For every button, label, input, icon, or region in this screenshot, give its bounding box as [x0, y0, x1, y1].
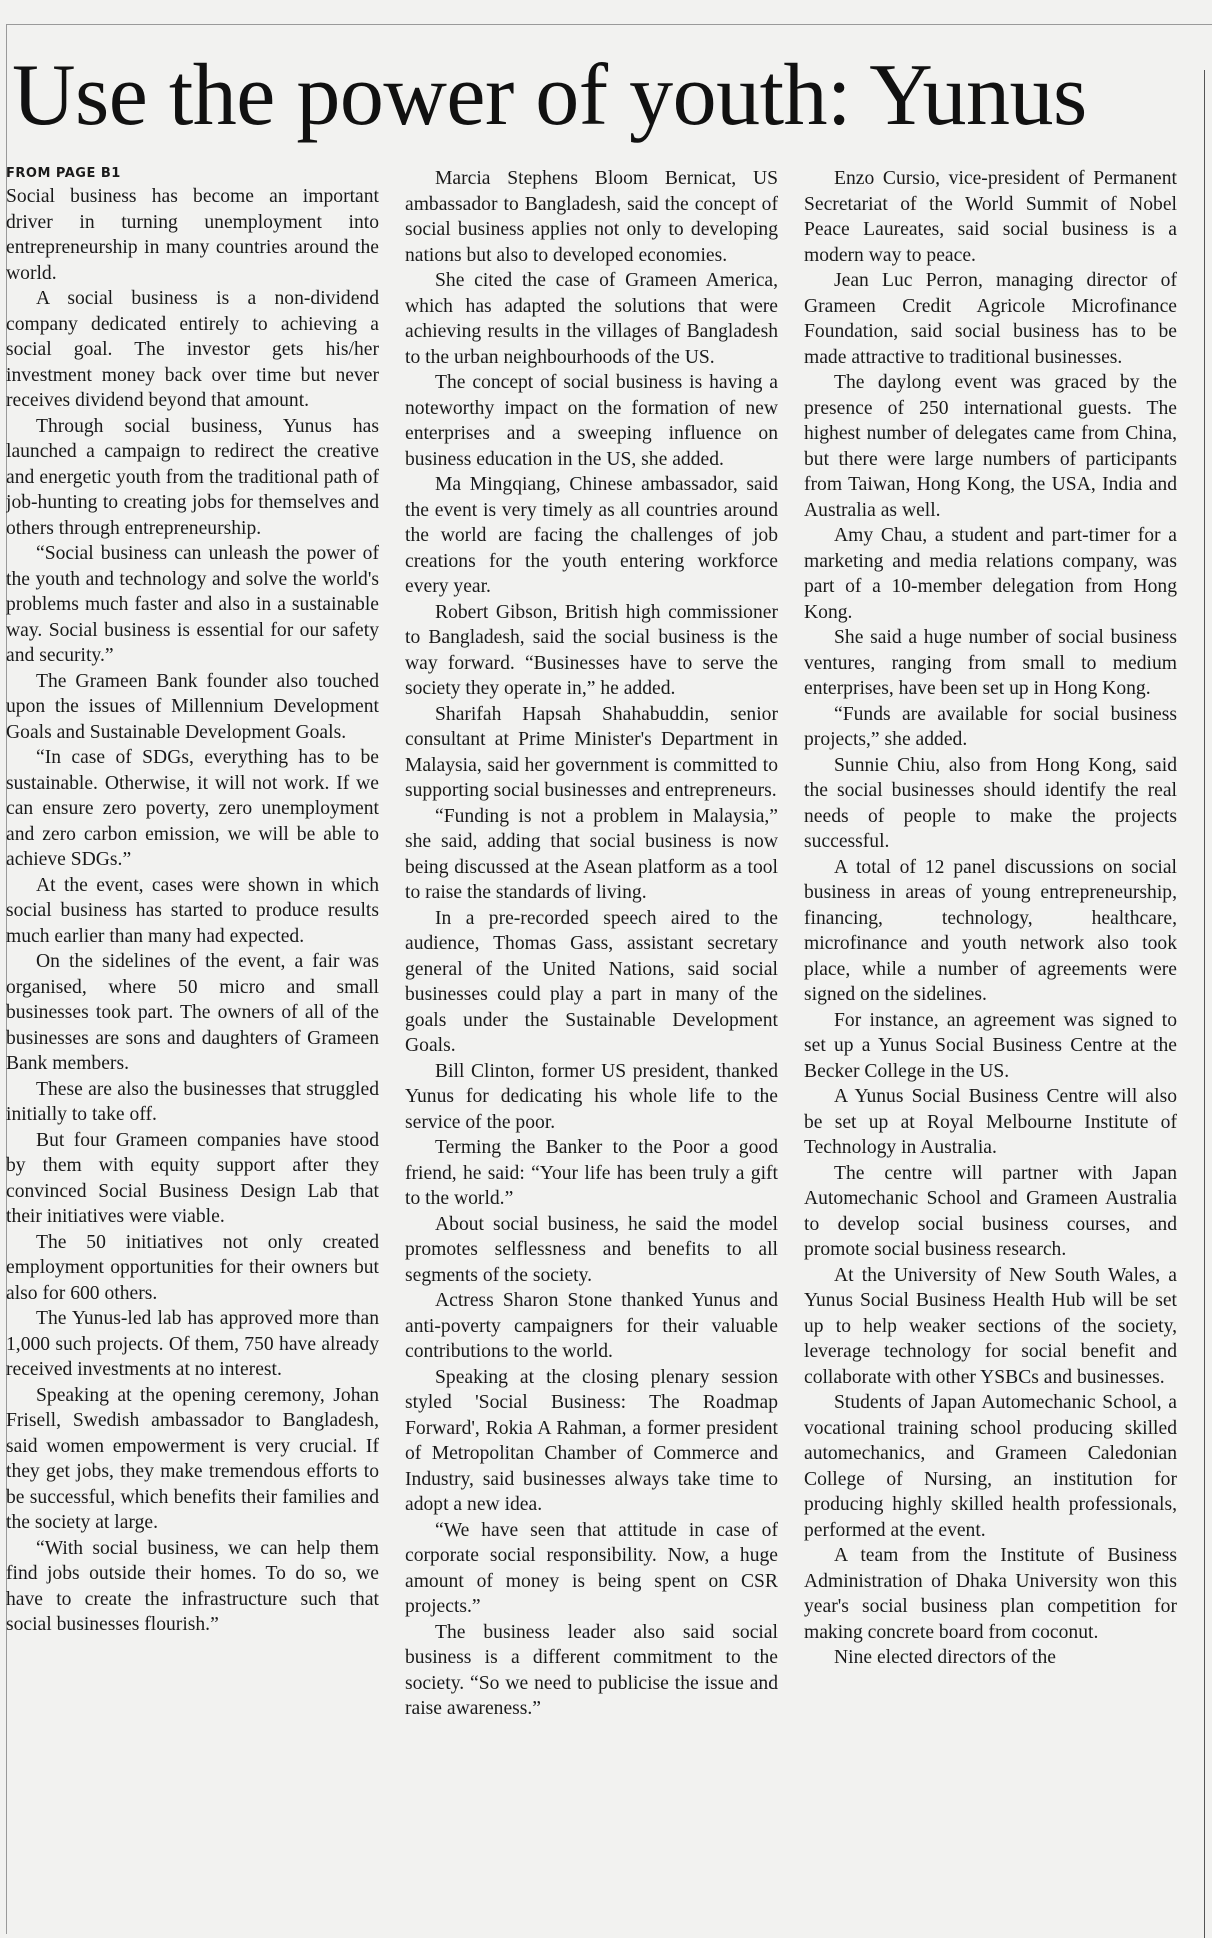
- paragraph: Through social business, Yunus has launched a campaign to redirect the creative and energetic youth from the traditional path of job-hunting to creating jobs for themselves and others through entrepreneurship.: [6, 415, 379, 539]
- paragraph: On the sidelines of the event, a fair was organised, where 50 micro and small businesses took part. The owners of all of the businesses are sons and daughters of Grameen Bank members.: [6, 951, 379, 1074]
- paragraph: Marcia Stephens Bloom Bernicat, US ambassador to Bangladesh, said the concept of social business applies not only to developing nations but also to developed economies.: [405, 168, 778, 266]
- paragraph: Robert Gibson, British high commissioner to Bangladesh, said the social business is the way forward. “Businesses have to serve the society they operate in,” he added.: [405, 601, 778, 699]
- paragraph: The daylong event was graced by the presence of 250 international guests. The highest number of delegates came from China, but there were large numbers of participants from Taiwan, Hong Kong, the USA, India and Australia as well.: [804, 372, 1177, 521]
- paragraph: Social business has become an important driver in turning unemployment into entrepreneurship in many countries around the world.: [6, 186, 379, 284]
- headline: Use the power of youth: Yunus: [12, 47, 1087, 144]
- paragraph: Speaking at the opening ceremony, Johan Frisell, Swedish ambassador to Bangladesh, said women empowerment is very crucial. If they get jobs, they make tremendous efforts to be successful, which benefits their families and the society at large.: [6, 1384, 379, 1533]
- paragraph: At the University of New South Wales, a Yunus Social Business Health Hub will be set up to help weaker sections of the society, leverage technology for social benefit and collaborate with other YSBCs and businesses.: [804, 1264, 1177, 1388]
- paragraph: These are also the businesses that struggled initially to take off.: [6, 1078, 379, 1125]
- paragraph: Students of Japan Automechanic School, a vocational training school producing skilled automechanics, and Grameen Caledonian College of Nursing, an institution for producing highly skilled health professionals, performed at the event.: [804, 1392, 1177, 1541]
- page-frame-top: [6, 24, 1212, 25]
- paragraph: “In case of SDGs, everything has to be sustainable. Otherwise, it will not work. If we can ensure zero poverty, zero unemployment and zero carbon emission, we will be able to achieve SDGs.”: [6, 747, 379, 870]
- kicker: FROM PAGE B1: [6, 166, 121, 181]
- paragraph: The centre will partner with Japan Automechanic School and Grameen Australia to develop social business courses, and promote social business research.: [804, 1162, 1177, 1260]
- paragraph: Ma Mingqiang, Chinese ambassador, said the event is very timely as all countries around the world are facing the challenges of job creations for the youth entering workforce every year.: [405, 474, 778, 597]
- paragraph: “We have seen that attitude in case of corporate social responsibility. Now, a huge amount of money is being spent on CSR projects.”: [405, 1519, 778, 1617]
- paragraph: “Funds are available for social business projects,” she added.: [804, 703, 1177, 750]
- paragraph: Sunnie Chiu, also from Hong Kong, said the social businesses should identify the real needs of people to make the projects successful.: [804, 754, 1177, 852]
- paragraph: Bill Clinton, former US president, thanked Yunus for dedicating his whole life to the service of the poor.: [405, 1060, 778, 1133]
- article-column-3: [804, 166, 1177, 1936]
- paragraph: In a pre-recorded speech aired to the audience, Thomas Gass, assistant secretary general of the United Nations, said social businesses could play a part in many of the goals under the Sustainable Development Goals.: [405, 907, 778, 1056]
- page-frame-right: [1204, 70, 1205, 1938]
- paragraph: Sharifah Hapsah Shahabuddin, senior consultant at Prime Minister's Department in Malaysia, said her government is committed to supporting social businesses and entrepreneurs.: [405, 703, 778, 801]
- paragraph: A team from the Institute of Business Administration of Dhaka University won this year's social business plan competition for making concrete board from coconut.: [804, 1545, 1177, 1643]
- paragraph: “Funding is not a problem in Malaysia,” she said, adding that social business is now being discussed at the Asean platform as a tool to raise the standards of living.: [405, 805, 778, 903]
- paragraph: A Yunus Social Business Centre will also be set up at Royal Melbourne Institute of Technology in Australia.: [804, 1086, 1177, 1158]
- paragraph: The Grameen Bank founder also touched upon the issues of Millennium Development Goals and Sustainable Development Goals.: [6, 670, 379, 743]
- paragraph: The business leader also said social business is a different commitment to the society. “So we need to publicise the issue and raise awareness.”: [405, 1621, 778, 1719]
- paragraph: Terming the Banker to the Poor a good friend, he said: “Your life has been truly a gift to the world.”: [405, 1137, 778, 1209]
- paragraph: “Social business can unleash the power of the youth and technology and solve the world's problems much faster and also in a sustainable way. Social business is essential for our safety and security.”: [6, 543, 379, 666]
- paragraph: About social business, he said the model promotes selflessness and benefits to all segments of the society.: [405, 1213, 778, 1286]
- paragraph: For instance, an agreement was signed to set up a Yunus Social Business Centre at the Becker College in the US.: [804, 1009, 1177, 1082]
- paragraph: The Yunus-led lab has approved more than 1,000 such projects. Of them, 750 have already received investments at no interest.: [6, 1308, 379, 1380]
- article-column-1: [6, 164, 379, 1934]
- paragraph: At the event, cases were shown in which social business has started to produce results much earlier than many had expected.: [6, 874, 379, 947]
- paragraph: Actress Sharon Stone thanked Yunus and anti-poverty campaigners for their valuable contributions to the world.: [405, 1290, 778, 1362]
- paragraph: Amy Chau, a student and part-timer for a marketing and media relations company, was part of a 10-member delegation from Hong Kong.: [804, 525, 1177, 623]
- paragraph: A social business is a non-dividend company dedicated entirely to achieving a social goal. The investor gets his/her investment money back over time but never receives dividend beyond that amount.: [6, 288, 379, 411]
- paragraph: Speaking at the closing plenary session styled 'Social Business: The Roadmap Forward', Rokia A Rahman, a former president of Metropolitan Chamber of Commerce and Industry, said businesses always take time to adopt a new idea.: [405, 1366, 778, 1515]
- paragraph: A total of 12 panel discussions on social business in areas of young entrepreneurship, financing, technology, healthcare, microfinance and youth network also took place, while a number of agreements were signed on the sidelines.: [804, 856, 1177, 1005]
- paragraph: She cited the case of Grameen America, which has adapted the solutions that were achieving results in the villages of Bangladesh to the urban neighbourhoods of the US.: [405, 270, 778, 368]
- paragraph: Jean Luc Perron, managing director of Grameen Credit Agricole Microfinance Foundation, said social business has to be made attractive to traditional businesses.: [804, 270, 1177, 368]
- paragraph: Nine elected directors of the: [834, 1647, 1056, 1668]
- paragraph: “With social business, we can help them find jobs outside their homes. To do so, we have to create the infrastructure such that social businesses flourish.”: [6, 1537, 379, 1635]
- paragraph: She said a huge number of social business ventures, ranging from small to medium enterprises, have been set up in Hong Kong.: [804, 627, 1177, 699]
- paragraph: Enzo Cursio, vice-president of Permanent Secretariat of the World Summit of Nobel Peace Laureates, said social business is a modern way to peace.: [804, 168, 1177, 266]
- paragraph: The 50 initiatives not only created employment opportunities for their owners but also for 600 others.: [6, 1231, 379, 1304]
- article-column-2: [405, 166, 778, 1936]
- paragraph: The concept of social business is having a noteworthy impact on the formation of new enterprises and a sweeping influence on business education in the US, she added.: [405, 372, 778, 470]
- paragraph: But four Grameen companies have stood by them with equity support after they convinced Social Business Design Lab that their initiatives were viable.: [6, 1129, 379, 1227]
